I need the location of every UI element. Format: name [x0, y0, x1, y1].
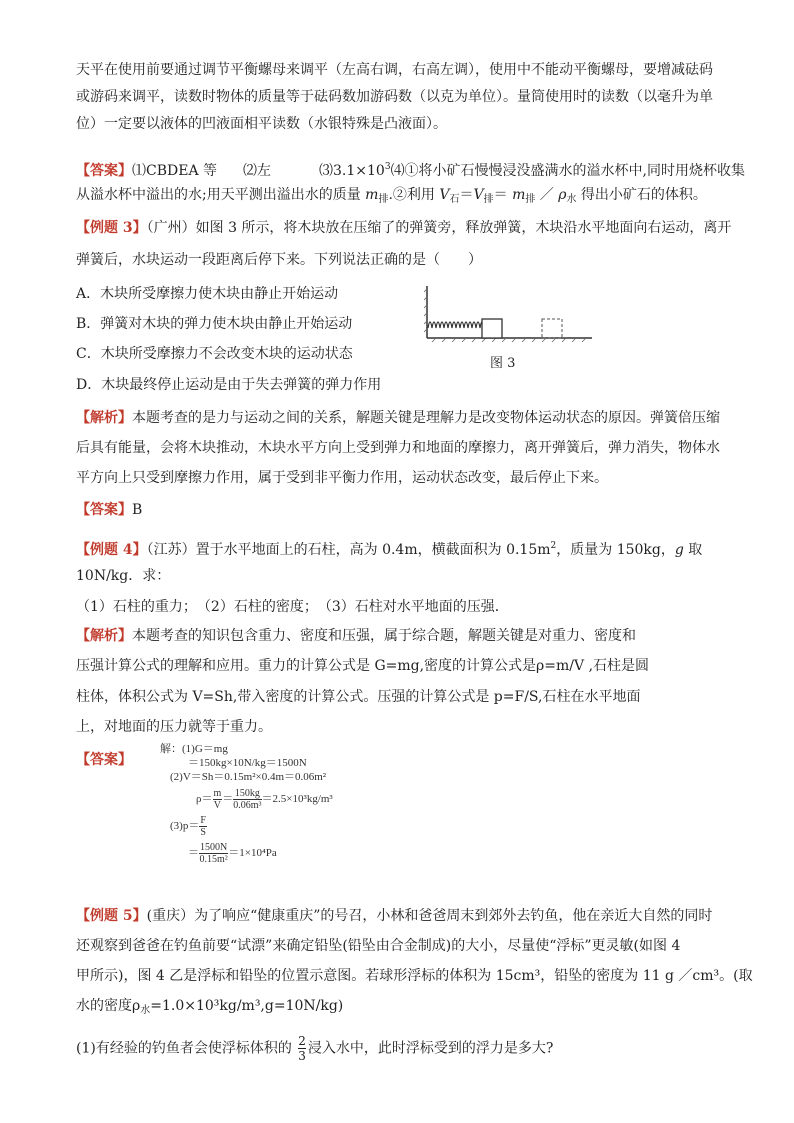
example-3-text: （广州）如图 3 所示，将木块放在压缩了的弹簧旁，释放弹簧，木块沿水平地面向右运动，离开	[146, 220, 732, 236]
analysis-4-line-3: 柱体，体积公式为 V=Sh,带入密度的计算公式。压强的计算公式是 p=F/S,石柱在水平地面	[76, 689, 641, 705]
example-5-line-4	[76, 996, 343, 1021]
example-5-line-2: 还观察到爸爸在钓鱼前要“试漂”来确定铅坠(铅坠由合金制成)的大小，尽量使“浮标”更灵敏(如图 4	[76, 938, 681, 954]
example-5-question-1	[76, 1034, 553, 1063]
analysis-4-line-1	[76, 626, 636, 646]
symbol-g: g	[674, 542, 684, 558]
wooden-block	[482, 319, 502, 338]
subscript-pai: 排	[378, 194, 389, 205]
fraction-denominator: S	[200, 827, 206, 838]
answer-1-text-b: .②利用	[388, 187, 440, 203]
subscript-shui: 水	[566, 194, 577, 205]
answer-3-line	[76, 500, 142, 520]
fraction-f-over-s	[199, 815, 207, 838]
answer-4-tag: 【答案】	[76, 752, 132, 768]
fraction-numerator: F	[200, 815, 206, 826]
example-4-line-2: 10N/kg．求：	[76, 568, 171, 584]
subscript-pai-3: 排	[525, 194, 536, 205]
analysis-3-line-3: 平方向上只受到摩擦力作用，属于受到非平衡力作用，运动状态改变，最后停止下来。	[76, 470, 608, 486]
example-4-line-1	[76, 536, 702, 560]
solution-step-2: ＝150kg×10N/kg＝1500N	[188, 757, 307, 769]
example-5-line-3: 甲所示)，图 4 乙是浮标和铅坠的位置示意图。若球形浮标的体积为 15cm³，铅坠的密度为 11 g ／cm³。(取	[76, 968, 753, 984]
slash: ／	[535, 187, 559, 203]
intro-line-2: 或游码来调平，读数时物体的质量等于砝码数加游码数（以克为单位）。量筒使用时的读数（以毫升为单	[76, 89, 713, 105]
p-equals: (3)p＝	[170, 820, 200, 833]
subscript-shui: 水	[140, 1005, 151, 1016]
analysis-4-text: 本题考查的知识包含重力、密度和压强，属于综合题，解题关键是对重力、密度和	[132, 628, 636, 644]
answer-1-text-c: 得出小矿石的体积。	[576, 187, 707, 203]
pressure-result: ＝1×10⁴Pa	[228, 847, 277, 860]
figure-3-spring-block	[424, 282, 594, 342]
fraction-force-over-area	[199, 842, 228, 865]
example-4-text: （江苏）置于水平地面上的石柱，高为 0.4m，横截面积为 0.15m	[146, 542, 551, 558]
answer-1-part-2: ⑵左	[243, 163, 272, 179]
subscript-shi: 石	[449, 194, 460, 205]
analysis-4-line-2: 压强计算公式的理解和应用。重力的计算公式是 G=mg,密度的计算公式是ρ=m/V ,石柱是圆	[76, 658, 650, 674]
option-c: C．木块所受摩擦力不会改变木块的运动状态	[76, 346, 353, 362]
fraction-numerator: 1500N	[200, 842, 228, 853]
example-3-line-2: 弹簧后，水块运动一段距离后停下来。下列说法正确的是（ ）	[76, 252, 482, 268]
answer-1-line-1	[76, 157, 745, 181]
density-result: ＝2.5×10³kg/m³	[261, 793, 333, 806]
example-5-text-b: =1.0×10³kg/m³,g=10N/kg)	[150, 998, 344, 1014]
example-5-text: (重庆）为了响应“健康重庆”的号召，小林和爸爸周末到郊外去钓鱼，他在亲近大自然的同时	[146, 908, 713, 924]
figure-3-caption: 图 3	[490, 356, 516, 371]
example-3-line-1	[76, 218, 731, 238]
equals-2: ＝	[493, 187, 513, 203]
intro-line-1: 天平在使用前要通过调节平衡螺母来调平（左高右调，右高左调），使用中不能动平衡螺母，要增减砝码	[76, 62, 713, 78]
symbol-rho: ρ	[558, 187, 567, 203]
equals: ＝	[222, 793, 234, 806]
answer-1-exponent: 3	[384, 162, 391, 172]
example-5-line-1	[76, 906, 712, 926]
option-d: D．木块最终停止运动是由于失去弹簧的弹力作用	[76, 377, 382, 393]
example-4-text-c: 取	[683, 542, 703, 558]
example-3-tag: 【例题 3】	[76, 220, 147, 236]
answer-1-line-2	[76, 185, 707, 210]
answer-3-value: B	[132, 502, 143, 518]
fraction-numerator: 2	[298, 1034, 306, 1048]
example-4-questions: （1）石柱的重力； （2）石柱的密度； （3）石柱对水平地面的压强．	[76, 599, 509, 615]
answer-1-part-1: ⑴CBDEA 等	[132, 163, 218, 179]
block-final-position	[542, 319, 562, 338]
option-a: A．木块所受摩擦力使木块由静止开始运动	[76, 286, 339, 302]
analysis-4-tag: 【解析】	[76, 628, 132, 644]
answer-1-text: 从溢水杯中溢出的水;用天平测出溢出水的质量	[76, 187, 366, 203]
solution-step-4	[160, 788, 333, 811]
rho-equals: ρ＝	[196, 793, 213, 806]
solution-step-6	[160, 842, 333, 865]
analysis-4-line-4: 上，对地面的压力就等于重力。	[76, 719, 272, 735]
solution-step-5	[160, 815, 333, 838]
intro-line-3: 位）一定要以液体的凹液面相平读数（水银特殊是凸液面）。	[76, 116, 447, 132]
analysis-3-line-2: 后具有能量，会将木块推动，木块水平方向上受到弹力和地面的摩擦力，离开弹簧后，弹力消失，物体水	[76, 440, 720, 456]
answer-1-part-4: ⑷①将小矿石慢慢浸没盛满水的溢水杯中,同时用烧杯收集	[390, 163, 746, 179]
example-4-exponent: 2	[550, 541, 557, 551]
fraction-mass-over-volume	[233, 788, 261, 811]
example-4-text-b: ，质量为 150kg，	[556, 542, 675, 558]
answer-3-tag: 【答案】	[76, 502, 132, 518]
example-5-text-a: 水的密度ρ	[76, 998, 141, 1014]
subscript-pai-2: 排	[483, 194, 494, 205]
analysis-3-line-1	[76, 408, 720, 428]
symbol-v-shi: V	[439, 187, 450, 203]
solution-step-3: (2)V＝Sh＝0.15m²×0.4m＝0.06m²	[170, 771, 327, 783]
analysis-3-text: 本题考查的是力与运动之间的关系，解题关键是理解力是改变物体运动状态的原因。弹簧倍压缩	[132, 410, 720, 426]
compressed-spring	[428, 322, 484, 328]
question-1-text-b: 浸入水中，此时浮标受到的浮力是多大?	[307, 1040, 554, 1057]
answer-1-part-3: ⑶3.1×10	[319, 163, 385, 179]
analysis-3-tag: 【解析】	[76, 410, 132, 426]
solution-step-1: 解：(1)G＝mg	[160, 743, 228, 755]
fraction-two-thirds	[298, 1034, 306, 1063]
example-4-tag: 【例题 4】	[76, 542, 147, 558]
fraction-denominator: 3	[298, 1049, 306, 1063]
answer-4-solution	[160, 742, 333, 865]
fraction-denominator: 0.15m²	[199, 854, 228, 865]
question-1-text-a: (1)有经验的钓鱼者会使浮标体积的	[76, 1040, 297, 1057]
equals-1: ＝	[459, 187, 474, 203]
symbol-v-pai: V	[473, 187, 484, 203]
option-b: B．弹簧对木块的弹力使木块由静止开始运动	[76, 316, 353, 332]
answer-tag: 【答案】	[76, 163, 132, 179]
symbol-m: m	[365, 187, 379, 203]
equals: ＝	[188, 847, 199, 860]
fraction-numerator: 150kg	[234, 788, 260, 799]
fraction-m-over-v	[213, 788, 223, 811]
answer-4-line	[76, 750, 132, 770]
fraction-denominator: V	[213, 800, 221, 811]
fraction-numerator: m	[213, 788, 222, 799]
symbol-m-2: m	[512, 187, 526, 203]
fraction-denominator: 0.06m³	[233, 800, 262, 811]
example-5-tag: 【例题 5】	[76, 908, 147, 924]
